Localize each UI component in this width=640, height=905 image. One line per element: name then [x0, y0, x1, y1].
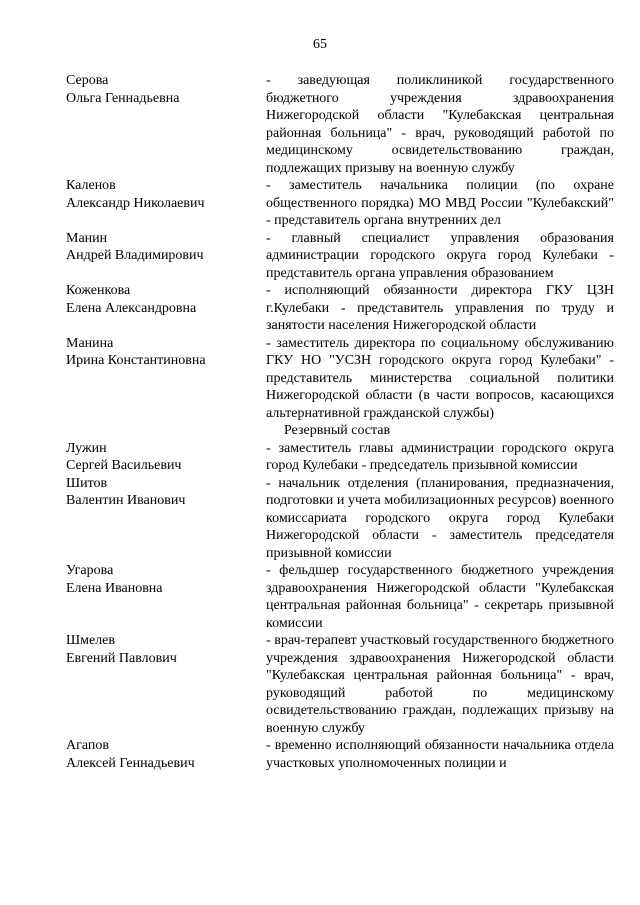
surname: Лужин [66, 440, 107, 456]
position-description: - главный специалист управления образования администрации городского округа город Кулебаки - представитель органа управления образованием [266, 230, 614, 281]
surname: Угарова [66, 563, 114, 578]
person-name [66, 562, 266, 632]
list-item [66, 177, 614, 230]
person-name [66, 177, 266, 230]
position-description: - исполняющий обязанности директора ГКУ ЦЗН г.Кулебаки - представитель управления по труду и занятости населения Нижегородской области [266, 283, 614, 333]
given-names: Андрей Владимирович [66, 248, 204, 263]
list-item [66, 475, 614, 563]
person-name [66, 282, 266, 335]
position-description: - временно исполняющий обязанности начальника отдела участковых уполномоченных полиции и [266, 738, 614, 771]
given-names: Елена Александровна [66, 300, 197, 316]
list-item [66, 72, 614, 177]
given-names: Евгений Павлович [66, 650, 177, 666]
surname: Манина [66, 335, 114, 351]
list-item [66, 282, 614, 335]
position-description: - заведующая поликлиникой государственного бюджетного учреждения здравоохранения Нижегородской области "Кулебакская центральная районная больница" - врач, руководящий работой по медицинскому освидетельствованию граждан, подлежащих призыву на военную службу [266, 73, 614, 176]
person-name [66, 737, 266, 772]
surname: Каленов [66, 178, 116, 193]
person-name [66, 440, 266, 475]
given-names: Александр Николаевич [66, 195, 205, 211]
position-description: - заместитель главы администрации городского округа город Кулебаки - председатель призывной комиссии [266, 440, 614, 473]
person-name [66, 72, 266, 177]
position-description: - фельдшер государственного бюджетного учреждения здравоохранения Нижегородской области "Кулебакская центральная районная больница" - секретарь призывной комиссии [266, 563, 614, 631]
surname: Серова [66, 73, 109, 88]
list-item [66, 335, 614, 423]
surname: Манин [66, 230, 108, 246]
person-name [66, 335, 266, 423]
list-item [66, 737, 614, 772]
list-item [66, 562, 614, 632]
position-description: - заместитель начальника полиции (по охране общественного порядка) МО МВД России "Кулебакский" - представитель органа внутренних дел [266, 178, 614, 228]
given-names: Алексей Геннадьевич [66, 755, 195, 771]
list-item [66, 440, 614, 475]
surname: Коженкова [66, 283, 131, 298]
given-names: Валентин Иванович [66, 493, 186, 508]
person-name [66, 230, 266, 283]
given-names: Ирина Константиновна [66, 353, 206, 368]
commission-list [66, 72, 614, 772]
list-item [66, 632, 614, 737]
position-description: - начальник отделения (планирования, предназначения, подготовки и учета мобилизационных ресурсов) военного комиссариата городского округа город Кулебаки Нижегородской области - заместитель председателя призывной комиссии [266, 475, 614, 561]
page-number: 65 [313, 37, 327, 52]
list-item [66, 230, 614, 283]
position-description: - заместитель директора по социальному обслуживанию ГКУ НО "УСЗН городского округа город Кулебаки" - представитель министерства социальной политики Нижегородской области (в части вопросов, касающихся альтернативной гражданской службы) [266, 335, 614, 421]
person-name [66, 475, 266, 563]
person-name [66, 632, 266, 737]
surname: Шмелев [66, 633, 116, 648]
position-description: - врач-терапевт участковый государственного бюджетного учреждения здравоохранения Нижегородской области "Кулебакская центральная районная больница" - врач, руководящий работой по медицинскому освидетельствованию граждан, подлежащих призыву на военную службу [266, 633, 614, 736]
given-names: Ольга Геннадьевна [66, 90, 180, 106]
reserve-section-heading: Резервный состав [284, 423, 391, 438]
given-names: Елена Ивановна [66, 580, 163, 596]
given-names: Сергей Васильевич [66, 458, 182, 473]
surname: Агапов [66, 738, 109, 753]
surname: Шитов [66, 475, 108, 491]
